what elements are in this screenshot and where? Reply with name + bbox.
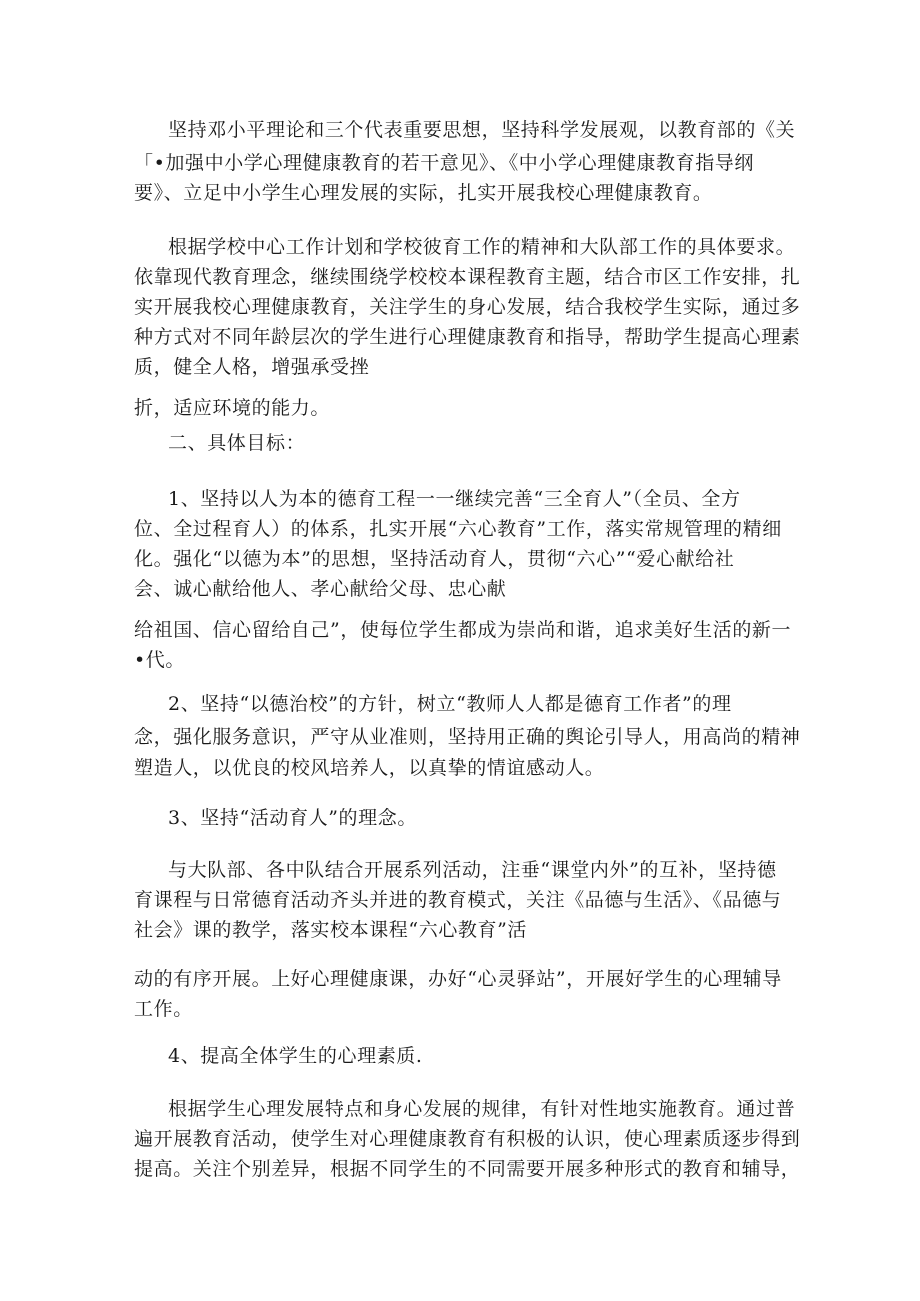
text-line: 念，强化服务意识，严守从业准则，坚持用正确的舆论引导人，用高尚的精神	[134, 726, 801, 748]
text-line: 4、提高全体学生的心理素质.	[168, 1045, 423, 1067]
text-line: 遍开展教育活动，使学生对心理健康教育有积极的认识，使心理素质逐步得到	[134, 1128, 801, 1150]
text-line: 「•加强中小学心理健康教育的若干意见》、《中小学心理健康教育指导纲	[134, 152, 755, 174]
text-line: 实开展我校心理健康教育，关注学生的身心发展，结合我校学生实际，通过多	[134, 296, 801, 318]
text-line: 要》、立足中小学生心理发展的实际，扎实开展我校心理健康教育。	[134, 182, 713, 204]
text-line: 折，适应环境的能力。	[134, 397, 331, 419]
text-line: 2、坚持“以德治校”的方针，树立“教师人人都是德育工作者”的理	[168, 693, 732, 715]
text-line: 会、诚心献给他人、孝心献给父母、忠心献	[134, 578, 507, 600]
text-line: 根据学生心理发展特点和身心发展的规律，有针对性地实施教育。通过普	[168, 1098, 796, 1120]
text-line: 提高。关注个别差异，根据不同学生的不同需要开展多种形式的教育和辅导，	[134, 1158, 801, 1180]
text-line: 动的有序开展。上好心理健康课，办好“心灵驿站”，开展好学生的心理辅导	[134, 968, 782, 990]
text-line: 质，健全人格，增强承受挫	[134, 356, 370, 378]
text-line: 根据学校中心工作计划和学校彼育工作的精神和大队部工作的具体要求。	[168, 236, 796, 258]
text-line: 依靠现代教育理念，继续围绕学校校本课程教育主题，结合市区工作安排，扎	[134, 266, 801, 288]
text-line: 给祖国、信心留给自己”，使每位学生都成为崇尚和谐，追求美好生活的新一	[134, 619, 792, 641]
text-line: 3、坚持“活动育人”的理念。	[168, 807, 417, 829]
text-line: 塑造人，以优良的校风培养人，以真挚的情谊感动人。	[134, 757, 605, 779]
text-line: 种方式对不同年龄层次的学生进行心理健康教育和指导，帮助学生提高心理素	[134, 326, 801, 348]
text-line: 1、坚持以人为本的德育工程一一继续完善“三全育人”（全员、全方	[168, 488, 741, 510]
text-line: 育课程与日常德育活动齐头并进的教育模式，关注《品德与生活》、《品德与	[134, 889, 782, 911]
text-line: 坚持邓小平理论和三个代表重要思想，坚持科学发展观，以教育部的《关	[168, 119, 796, 141]
text-line: 与大队部、各中队结合开展系列活动，注垂“课堂内外”的互补，坚持德	[168, 859, 777, 881]
text-line: 化。强化“以德为本”的思想，坚持活动育人，贯彻“六心”“爱心献给社	[134, 548, 735, 570]
section-heading: 二、具体目标：	[168, 432, 306, 454]
text-line: •代。	[134, 649, 186, 671]
text-line: 位、全过程育人）的体系，扎实开展“六心教育”工作，落实常规管理的精细	[134, 518, 782, 540]
text-line: 社会》课的教学，落实校本课程“六心教育”活	[134, 919, 528, 941]
text-line: 工作。	[134, 998, 193, 1020]
